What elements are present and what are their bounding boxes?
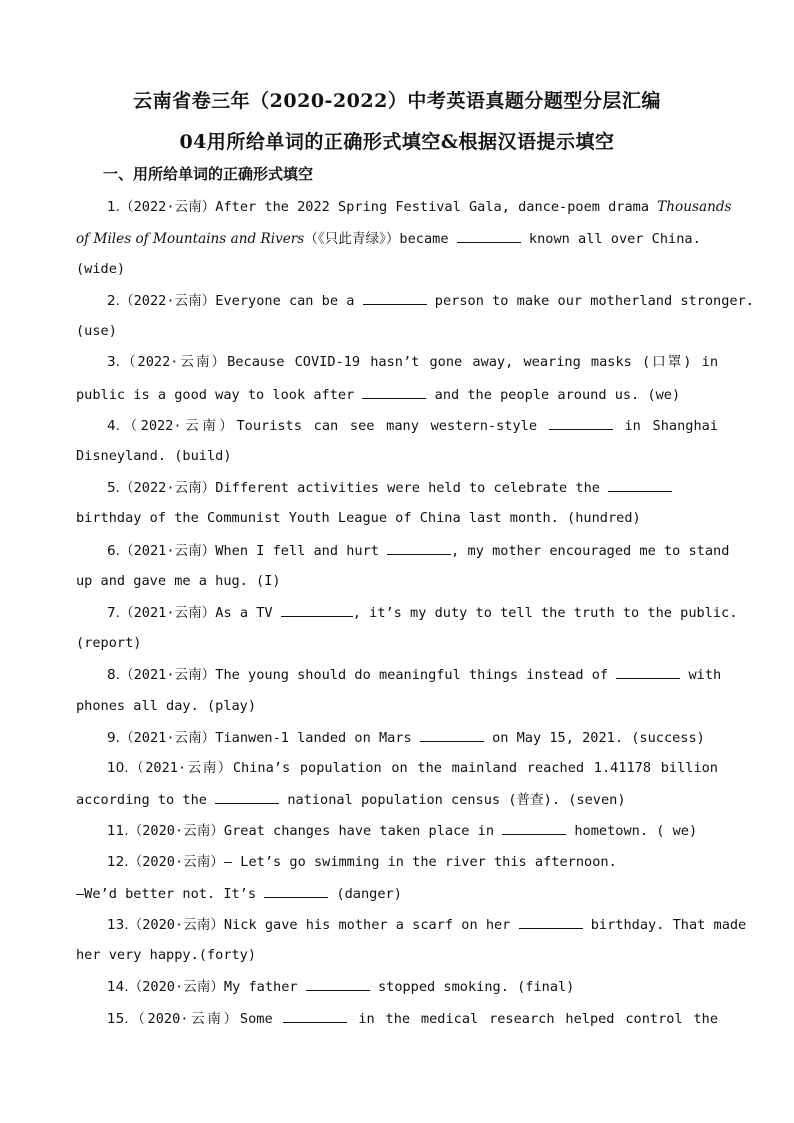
answer-blank[interactable] xyxy=(362,385,426,399)
answer-blank[interactable] xyxy=(519,915,583,929)
answer-blank[interactable] xyxy=(363,291,427,305)
question-5-line-2: birthday of the Communist Youth League of China last month. (hundred) xyxy=(76,510,641,526)
question-2-line-1: 2.（2022·云南）Everyone can be a person to make our motherland stronger. xyxy=(107,293,754,309)
page-title: 云南省卷三年（2020-2022）中考英语真题分题型分层汇编 xyxy=(133,90,661,112)
question-2-hint: (use) xyxy=(76,323,117,339)
question-7-line-1: 7.（2021·云南）As a TV , it’s my duty to tell the truth to the public. xyxy=(107,605,738,621)
answer-blank[interactable] xyxy=(281,603,353,617)
answer-blank[interactable] xyxy=(420,728,484,742)
answer-blank[interactable] xyxy=(264,884,328,898)
answer-blank[interactable] xyxy=(608,478,672,492)
question-9-line-1: 9.（2021·云南）Tianwen-1 landed on Mars on May 15, 2021. (success) xyxy=(107,730,705,746)
answer-blank[interactable] xyxy=(549,416,613,430)
answer-blank[interactable] xyxy=(387,541,451,555)
question-8-line-2: phones all day. (play) xyxy=(76,698,257,714)
answer-blank[interactable] xyxy=(306,977,370,991)
question-7-hint: (report) xyxy=(76,635,142,651)
question-5-line-1: 5.（2022·云南）Different activities were held to celebrate the xyxy=(107,478,672,497)
question-12-line-2: —We’d better not. It’s (danger) xyxy=(76,886,402,902)
section-heading: 一、用所给单词的正确形式填空 xyxy=(103,165,314,183)
question-10-line-1: 10.（2021·云南）China’s population on the mainland reached 1.41178 billion xyxy=(107,760,718,776)
answer-blank[interactable] xyxy=(283,1009,347,1023)
answer-blank[interactable] xyxy=(457,229,521,243)
answer-blank[interactable] xyxy=(616,665,680,679)
question-4-line-1: 4.（2022·云南）Tourists can see many western-style in Shanghai xyxy=(107,418,718,434)
question-13-line-1: 13.（2020·云南）Nick gave his mother a scarf on her birthday. That made xyxy=(107,917,747,933)
question-11-line-1: 11.（2020·云南）Great changes have taken place in hometown. ( we) xyxy=(107,823,698,839)
question-6-line-2: up and gave me a hug. (I) xyxy=(76,573,281,589)
question-1-hint: (wide) xyxy=(76,261,126,277)
question-14-line-1: 14.（2020·云南）My father stopped smoking. (final) xyxy=(107,979,575,995)
question-4-line-2: Disneyland. (build) xyxy=(76,448,232,464)
answer-blank[interactable] xyxy=(215,790,279,804)
question-8-line-1: 8.（2021·云南）The young should do meaningful things instead of with xyxy=(107,667,722,683)
question-10-line-2: according to the national population census (普查). (seven) xyxy=(76,792,626,808)
question-15-line-1: 15.（2020·云南）Some in the medical research helped control the xyxy=(107,1011,719,1027)
question-12-line-1: 12.（2020·云南）— Let’s go swimming in the river this afternoon. xyxy=(107,854,617,870)
question-3-line-2: public is a good way to look after and the people around us. (we) xyxy=(76,387,681,403)
question-1-line-2: of Miles of Mountains and Rivers（《只此青绿》）became known all over China. xyxy=(76,231,701,247)
question-6-line-1: 6.（2021·云南）When I fell and hurt , my mother encouraged me to stand xyxy=(107,543,730,559)
question-1-line-1: 1.（2022·云南）After the 2022 Spring Festival Gala, dance-poem drama Thousands xyxy=(107,199,732,215)
page-subtitle: 04用所给单词的正确形式填空&根据汉语提示填空 xyxy=(179,131,615,153)
question-3-line-1: 3.（2022·云南）Because COVID-19 hasn’t gone away, wearing masks (口罩) in xyxy=(107,354,718,370)
answer-blank[interactable] xyxy=(502,821,566,835)
question-13-line-2: her very happy.(forty) xyxy=(76,947,257,963)
